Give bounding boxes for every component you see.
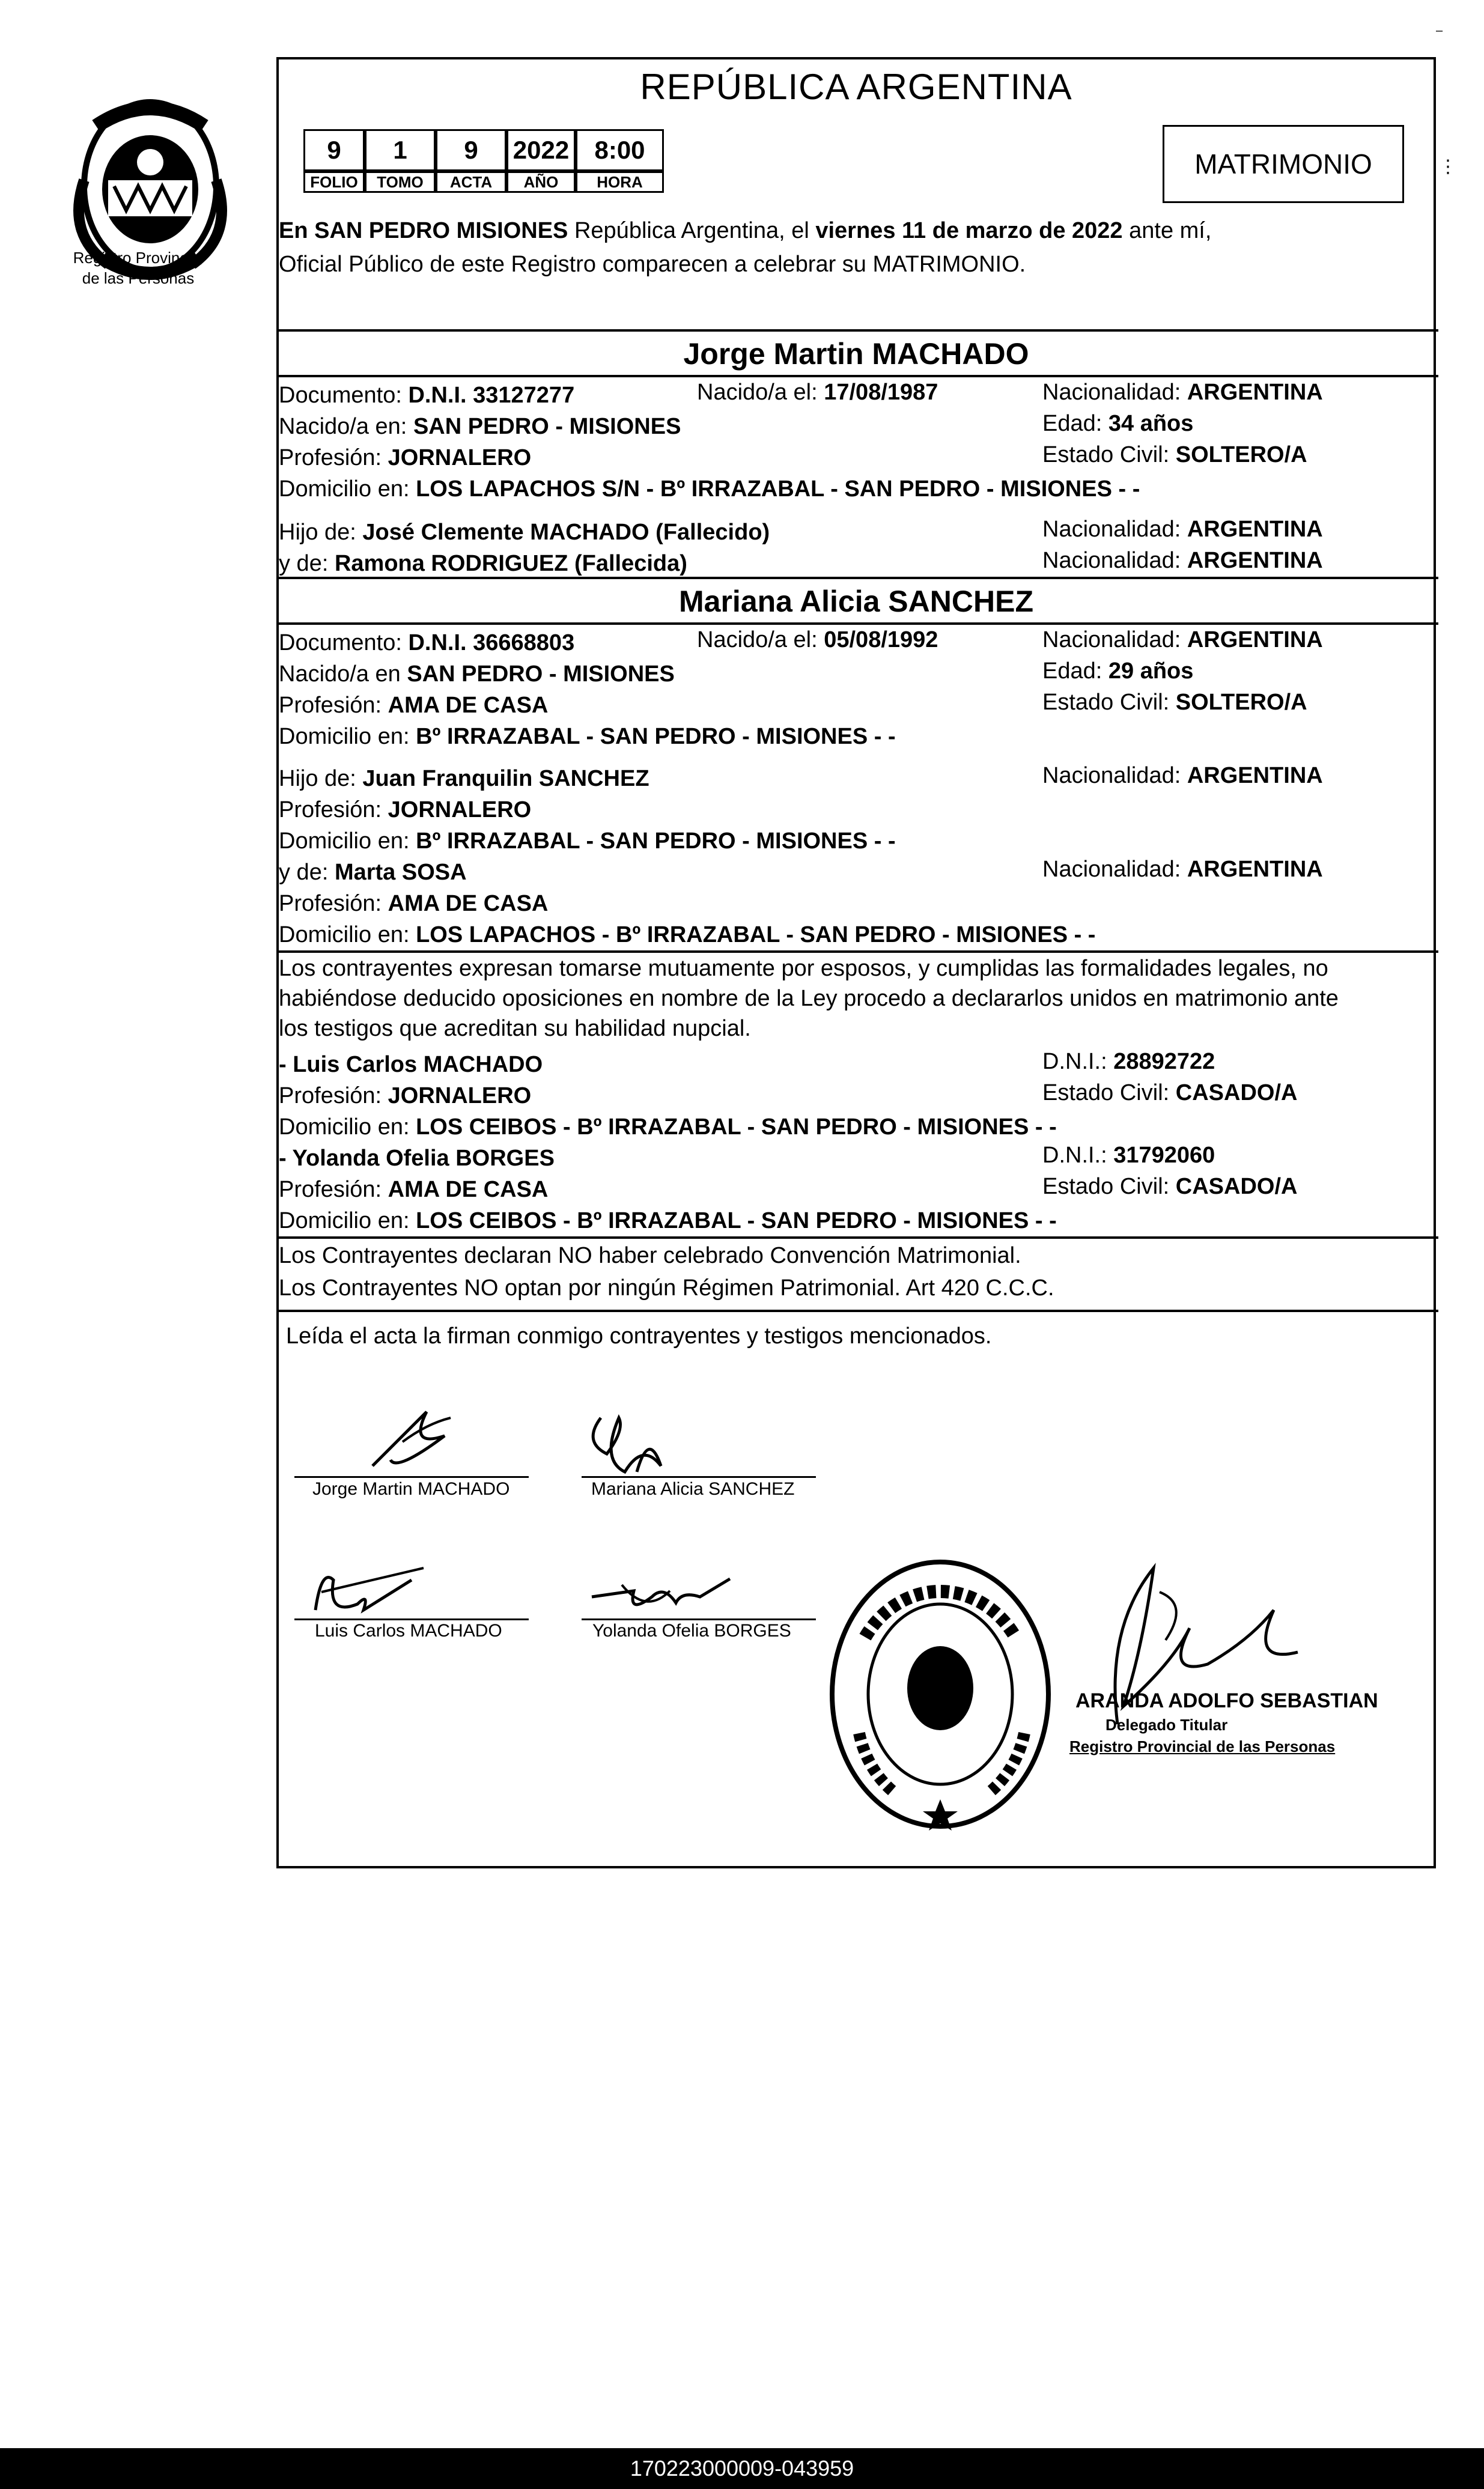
acta-label: ACTA — [436, 171, 506, 193]
spouse2-address-row — [279, 721, 1436, 749]
footer-id-bar: 170223000009-043959 — [0, 2448, 1484, 2489]
value: Bº IRRAZABAL - SAN PEDRO - MISIONES - - — [416, 724, 896, 749]
label: Edad: — [1042, 658, 1102, 684]
value: SOLTERO/A — [1175, 690, 1307, 715]
label: Documento: — [279, 383, 402, 408]
value: ARGENTINA — [1187, 380, 1323, 405]
intro-line-1 — [279, 215, 1436, 243]
signature-label-jorge: Jorge Martin MACHADO — [312, 1479, 510, 1499]
page-title: REPÚBLICA ARGENTINA — [640, 67, 1072, 107]
hour-value: 8:00 — [576, 129, 664, 171]
value: JORNALERO — [388, 797, 532, 822]
spouse2-mother-nationality — [1042, 857, 1323, 883]
spouse2-mother-address-row — [279, 919, 1436, 947]
label: Nacionalidad: — [1042, 380, 1181, 405]
label: Nacido/a el: — [697, 380, 818, 405]
spouse2-father-nationality — [1042, 763, 1323, 789]
spouse1-dni: D.N.I. 33127277 — [408, 383, 575, 408]
label: Estado Civil: — [1042, 1080, 1170, 1105]
signature-line — [582, 1618, 816, 1620]
value: CASADO/A — [1175, 1080, 1298, 1105]
acta-value: 9 — [436, 129, 506, 171]
value: ARGENTINA — [1187, 548, 1323, 573]
value: SOLTERO/A — [1175, 442, 1307, 467]
official-name: ARANDA ADOLFO SEBASTIAN — [1075, 1689, 1378, 1712]
label: Estado Civil: — [1042, 442, 1170, 467]
spouse2-birth — [697, 627, 938, 653]
tomo-value: 1 — [365, 129, 436, 171]
witness2-dni — [1042, 1143, 1215, 1169]
year-value: 2022 — [506, 129, 576, 171]
witness1-civil-status — [1042, 1080, 1297, 1106]
value: AMA DE CASA — [388, 1177, 549, 1202]
spouse1-name: Jorge Martin MACHADO — [683, 337, 1029, 371]
label: Edad: — [1042, 411, 1102, 436]
witness1-name: - Luis Carlos MACHADO — [279, 1052, 543, 1077]
divider — [276, 622, 1438, 625]
label: y de: — [279, 860, 329, 885]
spouse2-name: Mariana Alicia SANCHEZ — [679, 585, 1033, 618]
label: Nacido/a en: — [279, 414, 407, 439]
year-label: AÑO — [506, 171, 576, 193]
signature-line — [582, 1476, 816, 1478]
label: Estado Civil: — [1042, 690, 1170, 715]
value: SAN PEDRO - MISIONES — [407, 661, 675, 687]
value: ARGENTINA — [1187, 627, 1323, 652]
intro-line-2: Oficial Público de este Registro comparecen a celebrar su MATRIMONIO. — [279, 252, 1026, 277]
spouse2-father-profession-row — [279, 794, 1436, 822]
label: Nacionalidad: — [1042, 517, 1181, 542]
label: Nacionalidad: — [1042, 857, 1181, 882]
spouse1-mother-nationality — [1042, 548, 1323, 574]
value: 31792060 — [1113, 1143, 1215, 1168]
label: Domicilio en: — [279, 1208, 410, 1233]
value: ARGENTINA — [1187, 857, 1323, 882]
signature-label-mariana: Mariana Alicia SANCHEZ — [591, 1479, 795, 1499]
signature-label-luis: Luis Carlos MACHADO — [315, 1621, 502, 1641]
signature-label-yolanda: Yolanda Ofelia BORGES — [592, 1621, 791, 1641]
intro-country: República Argentina, el — [574, 218, 809, 243]
official-office: Registro Provincial de las Personas — [1069, 1737, 1336, 1755]
label: Hijo de: — [279, 520, 356, 545]
signature-luis — [303, 1556, 436, 1622]
value: ARGENTINA — [1187, 763, 1323, 788]
spouse2-civil-status — [1042, 690, 1307, 716]
witness2-name: - Yolanda Ofelia BORGES — [279, 1146, 555, 1171]
delegation-seal — [823, 1553, 1057, 1835]
value: Ramona RODRIGUEZ (Fallecida) — [334, 551, 687, 576]
label: D.N.I.: — [1042, 1143, 1107, 1168]
label: Domicilio en: — [279, 922, 410, 947]
value: AMA DE CASA — [388, 693, 549, 718]
spouse2-birthdate: 05/08/1992 — [824, 627, 938, 652]
spouse2-age — [1042, 658, 1193, 684]
scan-mark: ⋮ — [1439, 157, 1457, 177]
witness2-address-row — [279, 1205, 1436, 1233]
spouse1-civil-status — [1042, 442, 1307, 468]
signature-mariana — [577, 1406, 685, 1484]
spouse2-father-address-row — [279, 825, 1436, 854]
value: ARGENTINA — [1187, 517, 1323, 542]
declaration-line-3: los testigos que acreditan su habilidad nupcial. — [279, 1016, 751, 1041]
folio-value: 9 — [303, 129, 365, 171]
label: Documento: — [279, 630, 402, 655]
label: y de: — [279, 551, 329, 576]
regime-line-2: Los Contrayentes NO optan por ningún Régimen Patrimonial. Art 420 C.C.C. — [279, 1275, 1054, 1301]
spouse1-address-row — [279, 473, 1436, 502]
signature-yolanda — [586, 1567, 742, 1621]
value: Bº IRRAZABAL - SAN PEDRO - MISIONES - - — [416, 828, 896, 854]
signature-line — [294, 1476, 529, 1478]
spouse2-mother-profession-row — [279, 888, 1436, 916]
official-title: Delegado Titular — [1105, 1716, 1228, 1734]
label: Nacionalidad: — [1042, 627, 1181, 652]
hour-label: HORA — [576, 171, 664, 193]
regime-line-1: Los Contrayentes declaran NO haber celebrado Convención Matrimonial. — [279, 1243, 1021, 1268]
spouse1-birthdate: 17/08/1987 — [824, 380, 938, 405]
label: Profesión: — [279, 693, 382, 718]
emblem-caption-line2: de las Personas — [82, 269, 195, 287]
label: Hijo de: — [279, 766, 356, 791]
value: Marta SOSA — [334, 860, 467, 885]
label: Profesión: — [279, 797, 382, 822]
spouse1-age — [1042, 411, 1193, 437]
label: Nacido/a en — [279, 661, 401, 687]
divider — [276, 1236, 1438, 1239]
value: Juan Franquilin SANCHEZ — [362, 766, 649, 791]
closing-text: Leída el acta la firman conmigo contrayentes y testigos mencionados. — [286, 1324, 992, 1349]
value: José Clemente MACHADO (Fallecido) — [362, 520, 770, 545]
value: SAN PEDRO - MISIONES — [413, 414, 681, 439]
declaration-line-1: Los contrayentes expresan tomarse mutuamente por esposos, y cumplidas las formalidades legales, no — [279, 956, 1328, 981]
label: Nacido/a el: — [697, 627, 818, 652]
signature-jorge — [336, 1400, 493, 1484]
spouse1-birthplace-row — [279, 411, 1436, 439]
value: JORNALERO — [388, 445, 532, 470]
label: Profesión: — [279, 891, 382, 916]
spouse1-father-nationality — [1042, 517, 1323, 542]
value: LOS LAPACHOS S/N - Bº IRRAZABAL - SAN PEDRO - MISIONES - - — [416, 476, 1140, 502]
value: 34 años — [1108, 411, 1194, 436]
value: CASADO/A — [1175, 1174, 1298, 1199]
label: Nacionalidad: — [1042, 548, 1181, 573]
value: AMA DE CASA — [388, 891, 549, 916]
emblem-caption — [36, 248, 240, 288]
intro-place: En SAN PEDRO MISIONES — [279, 218, 568, 243]
folio-label: FOLIO — [303, 171, 365, 193]
label: Domicilio en: — [279, 1114, 410, 1140]
spouse1-birth — [697, 380, 938, 406]
value: LOS LAPACHOS - Bº IRRAZABAL - SAN PEDRO - MISIONES - - — [416, 922, 1096, 947]
spouse1-nationality — [1042, 380, 1323, 406]
label: Domicilio en: — [279, 724, 410, 749]
spouse2-nationality — [1042, 627, 1323, 653]
witness1-address-row — [279, 1111, 1436, 1140]
divider — [276, 329, 1438, 332]
witness1-dni — [1042, 1049, 1215, 1075]
divider — [276, 375, 1438, 377]
label: Domicilio en: — [279, 828, 410, 854]
value: LOS CEIBOS - Bº IRRAZABAL - SAN PEDRO - MISIONES - - — [416, 1114, 1057, 1140]
witness2-civil-status — [1042, 1174, 1297, 1200]
label: D.N.I.: — [1042, 1049, 1107, 1074]
value: 28892722 — [1113, 1049, 1215, 1074]
spouse2-birthplace-row — [279, 658, 1436, 687]
emblem-caption-line1: Registro Provincial — [73, 249, 204, 267]
label: Profesión: — [279, 1083, 382, 1108]
tomo-label: TOMO — [365, 171, 436, 193]
signature-line — [294, 1618, 529, 1620]
label: Profesión: — [279, 445, 382, 470]
label: Domicilio en: — [279, 476, 410, 502]
divider — [276, 577, 1438, 579]
label: Profesión: — [279, 1177, 382, 1202]
value: LOS CEIBOS - Bº IRRAZABAL - SAN PEDRO - MISIONES - - — [416, 1208, 1057, 1233]
label: Estado Civil: — [1042, 1174, 1170, 1199]
divider — [276, 1310, 1438, 1312]
document-type-box: MATRIMONIO — [1163, 125, 1404, 203]
scan-mark: – — [1436, 24, 1443, 37]
value: JORNALERO — [388, 1083, 532, 1108]
value: 29 años — [1108, 658, 1194, 684]
label: Nacionalidad: — [1042, 763, 1181, 788]
intro-before: ante mí, — [1129, 218, 1212, 243]
intro-date: viernes 11 de marzo de 2022 — [815, 218, 1123, 243]
declaration-line-2: habiéndose deducido oposiciones en nombre de la Ley procedo a declararlos unidos en matrimonio ante — [279, 986, 1339, 1011]
spouse2-dni: D.N.I. 36668803 — [408, 630, 575, 655]
